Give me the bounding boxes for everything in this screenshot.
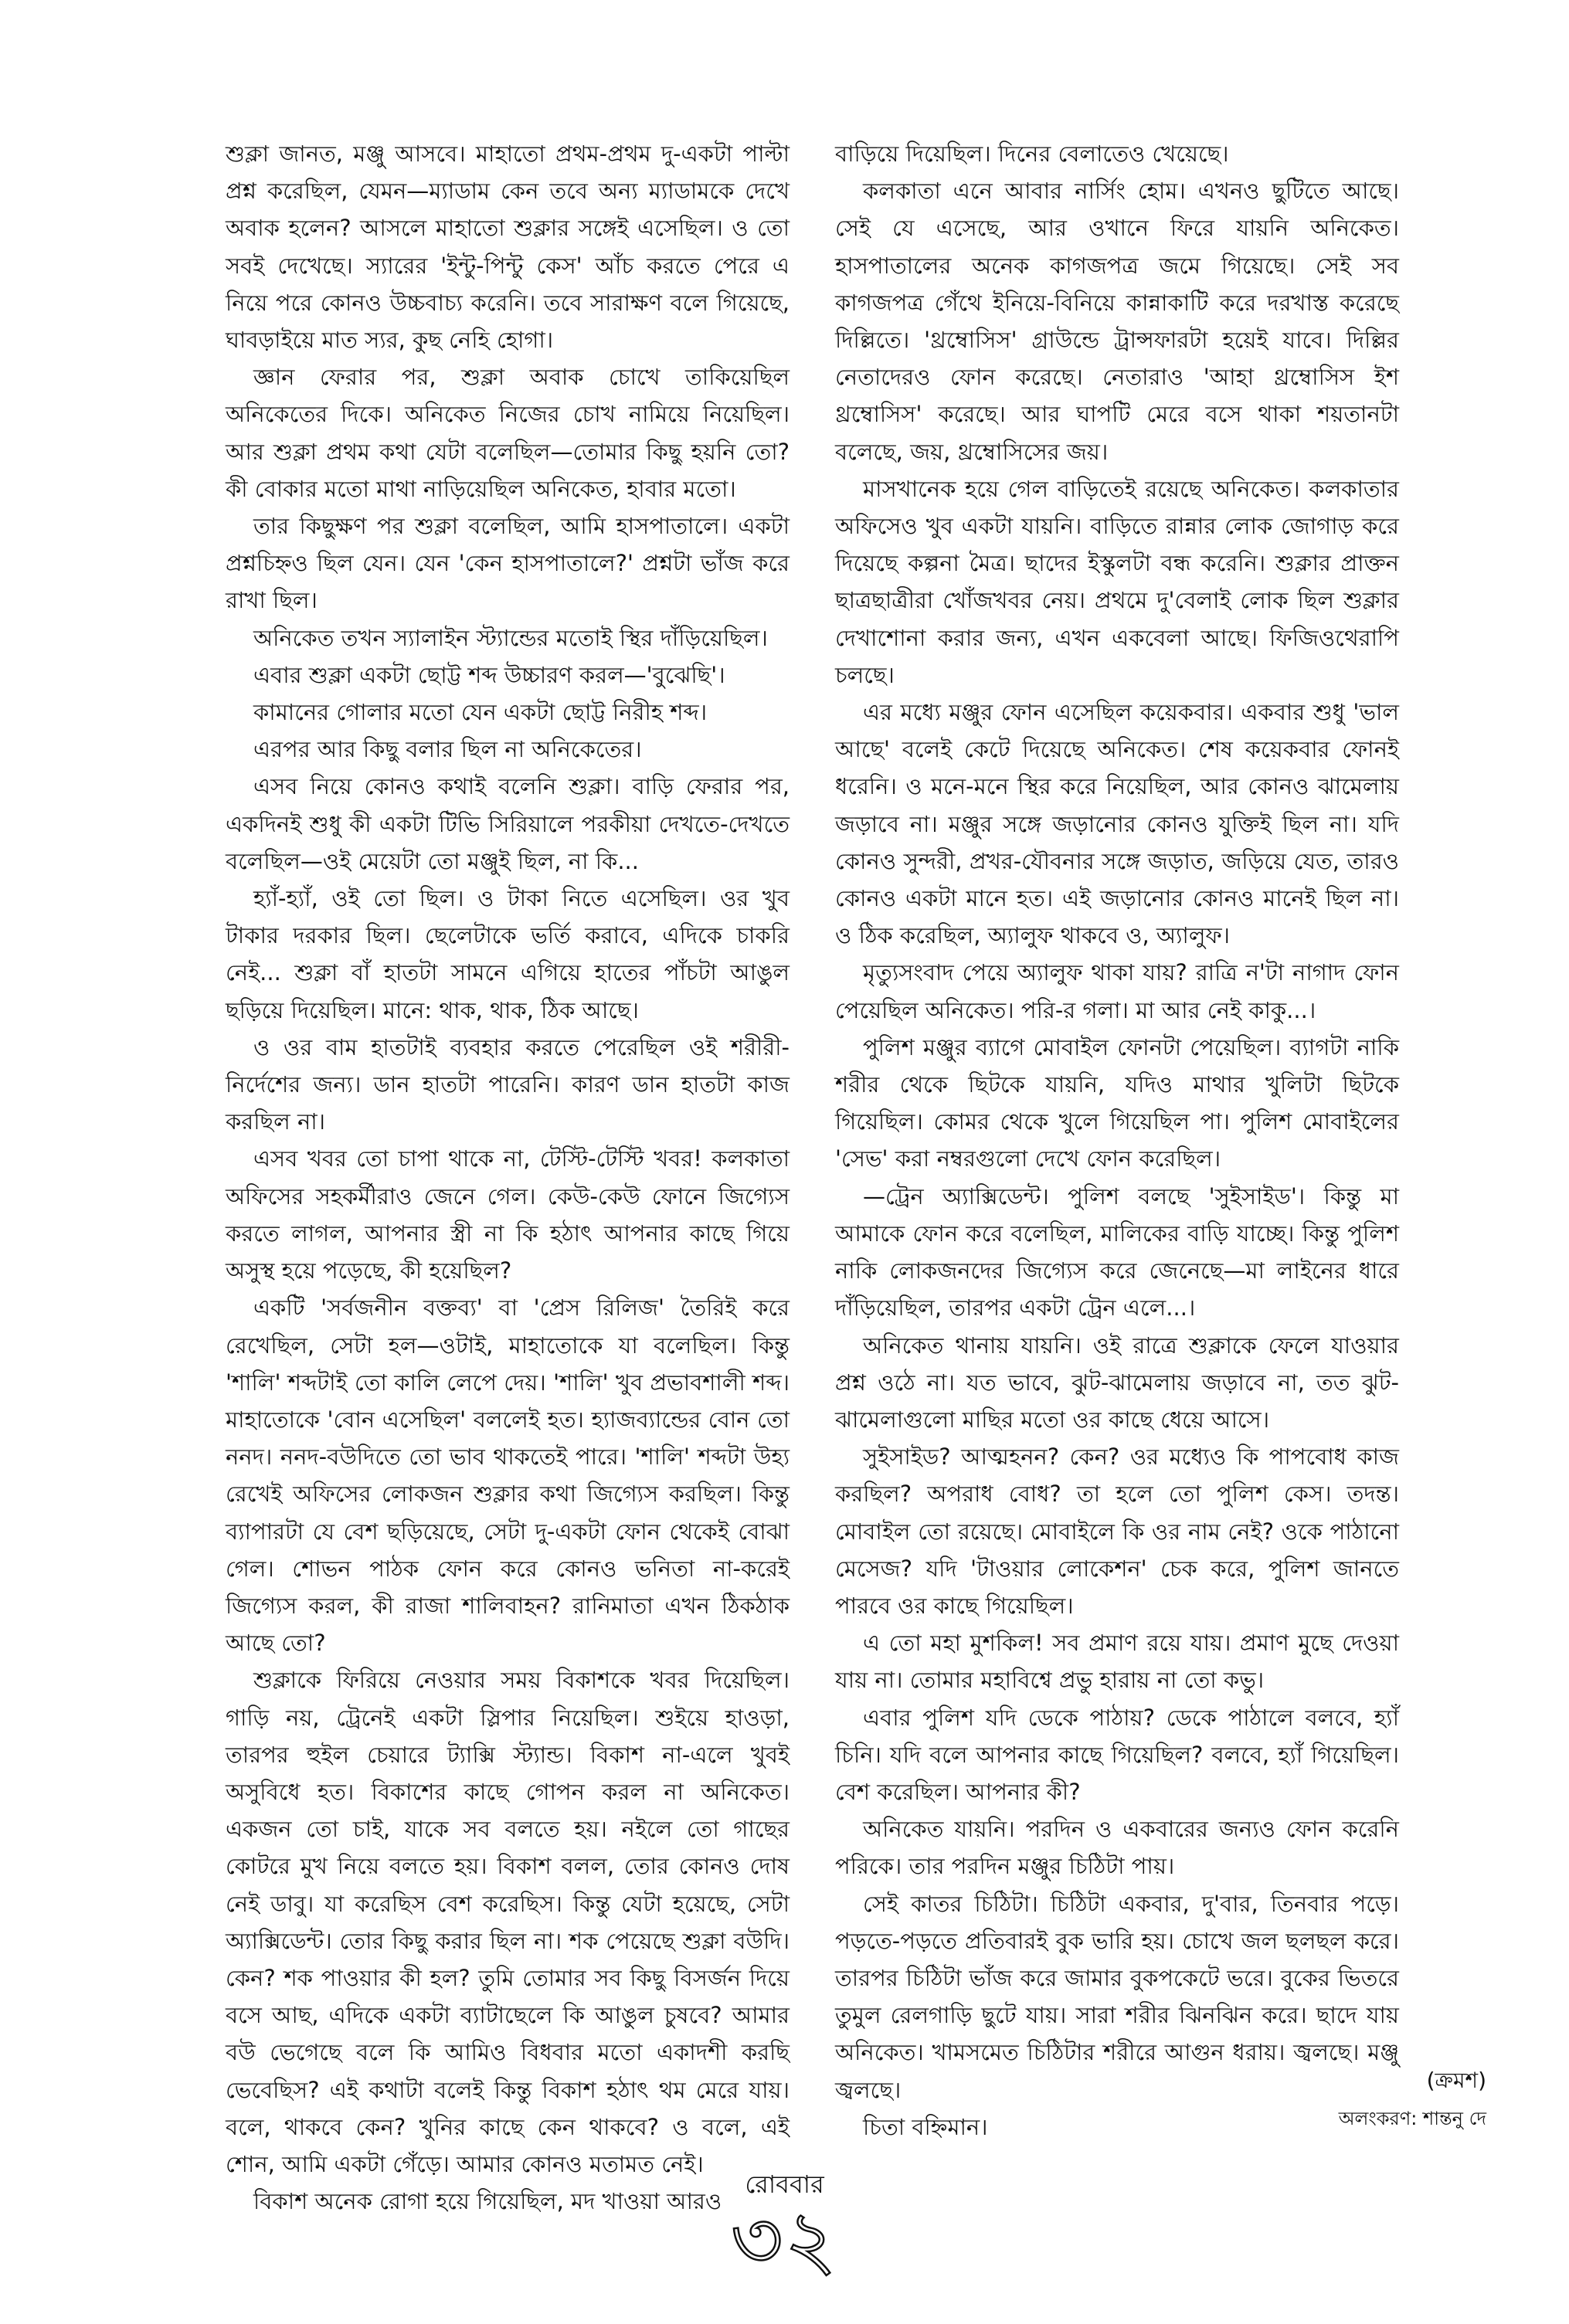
- paragraph: বাড়িয়ে দিয়েছিল। দিনের বেলাতেও খেয়েছে।: [835, 141, 1229, 167]
- paragraph: এবার শুক্লা একটা ছোট্ট শব্দ উচ্চারণ করল—'বুঝেছি'।: [253, 661, 725, 688]
- paragraph: এবার পুলিশ যদি ডেকে পাঠায়? ডেকে পাঠালে বলবে, হ্যাঁ চিনি। যদি বলে আপনার কাছে গিয়েছিল? বলবে, হ্যাঁ গিয়েছিল। বেশ করেছিল। আপনার কী?: [835, 1704, 1399, 1805]
- paragraph: পুলিশ মঞ্জুর ব্যাগে মোবাইল ফোনটা পেয়েছিল। ব্যাগটা নাকি শরীর থেকে ছিটকে যায়নি, যদিও মাথার খুলিটা ছিটকে গিয়েছিল। কোমর থেকে খুলে গিয়েছিল পা। পুলিশ মোবাইলের 'সেভ' করা নম্বরগুলো দেখে ফোন করেছিল।: [835, 1033, 1399, 1172]
- paragraph: ও ওর বাম হাতটাই ব্যবহার করতে পেরেছিল ওই শরীরী-নির্দেশের জন্য। ডান হাতটা পারেনি। কারণ ডান হাতটা কাজ করছিল না।: [226, 1033, 790, 1135]
- paragraph: একটি 'সর্বজনীন বক্তব্য' বা 'প্রেস রিলিজ' তৈরিই করে রেখেছিল, সেটা হল—ওটাই, মাহাতোকে যা বলেছিল। কিন্তু 'শালি' শব্দটাই তো কালি লেপে দেয়। 'শালি' খুব প্রভাবশালী শব্দ। মাহাতোকে 'বোন এসেছিল' বললেই হত। হ্যাজব্যান্ডের বোন তো ননদ। ননদ-বউদিতে তো ভাব থাকতেই পারে। 'শালি' শব্দটা উহ্য রেখেই অফিসের লোকজন শুক্লার কথা জিগ্যেস করছিল। কিন্তু ব্যাপারটা যে বেশ ছড়িয়েছে, সেটা দু-একটা ফোন থেকেই বোঝা গেল। শোভন পাঠক ফোন করে কোনও ভনিতা না-করেই জিগ্যেস করল, কী রাজা শালিবাহন? রানিমাতা এখন ঠিকঠাক আছে তো?: [226, 1294, 790, 1657]
- paragraph: অনিকেত যায়নি। পরদিন ও একবারের জন্যও ফোন করেনি পরিকে। তার পরদিন মঞ্জুর চিঠিটা পায়।: [835, 1816, 1399, 1880]
- magazine-name: রোববার: [745, 2170, 824, 2199]
- paragraph: হ্যাঁ-হ্যাঁ, ওই তো ছিল। ও টাকা নিতে এসেছিল। ওর খুব টাকার দরকার ছিল। ছেলেটাকে ভর্তি করাবে, এদিকে চাকরি নেই... শুক্লা বাঁ হাতটা সামনে এগিয়ে হাতের পাঁচটা আঙুল ছড়িয়ে দিয়েছিল। মানে: থাক, থাক, ঠিক আছে।: [226, 885, 790, 1023]
- paragraph: শুক্লাকে ফিরিয়ে নেওয়ার সময় বিকাশকে খবর দিয়েছিল। গাড়ি নয়, ট্রেনেই একটা স্লিপার নিয়েছিল। শুইয়ে হাওড়া, তারপর হুইল চেয়ারে ট্যাক্সি স্ট্যান্ড। বিকাশ না-এলে খুবই অসুবিধে হত। বিকাশের কাছে গোপন করল না অনিকেত। একজন তো চাই, যাকে সব বলতে হয়। নইলে তো গাছের কোটরে মুখ নিয়ে বলতে হয়। বিকাশ বলল, তোর কোনও দোষ নেই ডাবু। যা করেছিস বেশ করেছিস। কিন্তু যেটা হয়েছে, সেটা অ্যাক্সিডেন্ট। তোর কিছু করার ছিল না। শক পেয়েছে শুক্লা বউদি। কেন? শক পাওয়ার কী হল? তুমি তোমার সব কিছু বিসর্জন দিয়ে বসে আছ, এদিকে একটা ব্যাটাছেলে কি আঙুল চুষবে? আমার বউ ভেগেছে বলে কি আমিও বিধবার মতো একাদশী করছি ভেবেছিস? এই কথাটা বলেই কিন্তু বিকাশ হঠাৎ থম মেরে যায়। বলে, থাকবে কেন? খুনির কাছে কেন থাকবে? ও বলে, এই শোন, আমি একটা গেঁড়ে। আমার কোনও মতামত নেই।: [226, 1667, 790, 2177]
- paragraph: অনিকেত তখন স্যালাইন স্ট্যান্ডের মতোই স্থির দাঁড়িয়েছিল।: [253, 624, 768, 651]
- to-be-continued-note: (ক্রমশ): [1426, 2068, 1486, 2093]
- paragraph: চিতা বহ্নিমান।: [863, 2113, 988, 2140]
- paragraph: তার কিছুক্ষণ পর শুক্লা বলেছিল, আমি হাসপাতালে। একটা প্রশ্নচিহ্নও ছিল যেন। যেন 'কেন হাসপাতালে?' প্রশ্নটা ভাঁজ করে রাখা ছিল।: [226, 513, 790, 614]
- page-footer: [0, 2169, 1569, 2287]
- article-right-column: [835, 135, 1399, 2146]
- paragraph: এসব নিয়ে কোনও কথাই বলেনি শুক্লা। বাড়ি ফেরার পর, একদিনই শুধু কী একটা টিভি সিরিয়ালে পরকীয়া দেখতে-দেখতে বলেছিল—ওই মেয়েটা তো মঞ্জুই ছিল, না কি...: [226, 773, 790, 874]
- article-left-column: [226, 135, 790, 2220]
- paragraph: শুক্লা জানত, মঞ্জু আসবে। মাহাতো প্রথম-প্রথম দু-একটা পাল্টা প্রশ্ন করেছিল, যেমন—ম্যাডাম কেন তবে অন্য ম্যাডামকে দেখে অবাক হলেন? আসলে মাহাতো শুক্লার সঙ্গেই এসেছিল। ও তো সবই দেখেছে। স্যারের 'ইন্টু-পিন্টু কেস' আঁচ করতে পেরে এ নিয়ে পরে কোনও উচ্চবাচ্য করেনি। তবে সারাক্ষণ বলে গিয়েছে, ঘাবড়াইয়ে মাত স্যর, কুছ নেহি হোগা।: [226, 141, 790, 354]
- page-number: ৩২: [730, 2193, 839, 2287]
- paragraph: মাসখানেক হয়ে গেল বাড়িতেই রয়েছে অনিকেত। কলকাতার অফিসেও খুব একটা যায়নি। বাড়িতে রান্নার লোক জোগাড় করে দিয়েছে কল্পনা মৈত্র। ছাদের ইস্কুলটা বন্ধ করেনি। শুক্লার প্রাক্তন ছাত্রছাত্রীরা খোঁজখবর নেয়। প্রথমে দু'বেলাই লোক ছিল শুক্লার দেখাশোনা করার জন্য, এখন একবেলা আছে। ফিজিওথেরাপি চলছে।: [835, 475, 1399, 688]
- paragraph: সুইসাইড? আত্মহনন? কেন? ওর মধ্যেও কি পাপবোধ কাজ করছিল? অপরাধ বোধ? তা হলে তো পুলিশ কেস। তদন্ত। মোবাইল তো রয়েছে। মোবাইলে কি ওর নাম নেই? ওকে পাঠানো মেসেজ? যদি 'টাওয়ার লোকেশন' চেক করে, পুলিশ জানতে পারবে ওর কাছে গিয়েছিল।: [835, 1444, 1399, 1619]
- paragraph: এরপর আর কিছু বলার ছিল না অনিকেতের।: [253, 736, 642, 763]
- paragraph: সেই কাতর চিঠিটা। চিঠিটা একবার, দু'বার, তিনবার পড়ে। পড়তে-পড়তে প্রতিবারই বুক ভারি হয়। চোখে জল ছলছল করে। তারপর চিঠিটা ভাঁজ করে জামার বুকপকেটে ভরে। বুকের ভিতরে তুমুল রেলগাড়ি ছুটে যায়। সারা শরীর ঝিনঝিন করে। ছাদে যায় অনিকেত। খামসমেত চিঠিটার শরীরে আগুন ধরায়। জ্বলছে। মঞ্জু জ্বলছে।: [835, 1890, 1399, 2103]
- paragraph: এর মধ্যে মঞ্জুর ফোন এসেছিল কয়েকবার। একবার শুধু 'ভাল আছে' বলেই কেটে দিয়েছে অনিকেত। শেষ কয়েকবার ফোনই ধরেনি। ও মনে-মনে স্থির করে নিয়েছিল, আর কোনও ঝামেলায় জড়াবে না। মঞ্জুর সঙ্গে জড়ানোর কোনও যুক্তিই ছিল না। যদি কোনও সুন্দরী, প্রখর-যৌবনার সঙ্গে জড়াত, জড়িয়ে যেত, তারও কোনও একটা মানে হত। এই জড়ানোর কোনও মানেই ছিল না। ও ঠিক করেছিল, অ্যালুফ থাকবে ও, অ্যালুফ।: [835, 699, 1399, 949]
- illustration-credit: অলংকরণ: শান্তনু দে: [1338, 2108, 1486, 2129]
- paragraph: অনিকেত থানায় যায়নি। ওই রাত্রে শুক্লাকে ফেলে যাওয়ার প্রশ্ন ওঠে না। যত ভাবে, ঝুট-ঝামেলায় জড়াবে না, তত ঝুট-ঝামেলাগুলো মাছির মতো ওর কাছে ধেয়ে আসে।: [835, 1332, 1399, 1433]
- paragraph: এ তো মহা মুশকিল! সব প্রমাণ রয়ে যায়। প্রমাণ মুছে দেওয়া যায় না। তোমার মহাবিশ্বে প্রভু হারায় না তো কভু।: [835, 1630, 1399, 1694]
- paragraph: এসব খবর তো চাপা থাকে না, টেস্টি-টেস্টি খবর! কলকাতা অফিসের সহকর্মীরাও জেনে গেল। কেউ-কেউ ফোনে জিগ্যেস করতে লাগল, আপনার স্ত্রী না কি হঠাৎ আপনার কাছে গিয়ে অসুস্থ হয়ে পড়েছে, কী হয়েছিল?: [226, 1145, 790, 1284]
- paragraph: —ট্রেন অ্যাক্সিডেন্ট। পুলিশ বলছে 'সুইসাইড'। কিন্তু মা আমাকে ফোন করে বলেছিল, মালিকের বাড়ি যাচ্ছে। কিন্তু পুলিশ নাকি লোকজনদের জিগ্যেস করে জেনেছে—মা লাইনের ধারে দাঁড়িয়েছিল, তারপর একটা ট্রেন এলে...।: [835, 1182, 1399, 1321]
- paragraph: জ্ঞান ফেরার পর, শুক্লা অবাক চোখে তাকিয়েছিল অনিকেতের দিকে। অনিকেত নিজের চোখ নামিয়ে নিয়েছিল। আর শুক্লা প্রথম কথা যেটা বলেছিল—তোমার কিছু হয়নি তো? কী বোকার মতো মাথা নাড়িয়েছিল অনিকেত, হাবার মতো।: [226, 364, 790, 502]
- paragraph: মৃত্যুসংবাদ পেয়ে অ্যালুফ থাকা যায়? রাত্রি ন'টা নাগাদ ফোন পেয়েছিল অনিকেত। পরি-র গলা। মা আর নেই কাকু...।: [835, 959, 1399, 1023]
- paragraph: কামানের গোলার মতো যেন একটা ছোট্ট নিরীহ শব্দ।: [253, 699, 708, 726]
- paragraph: বিকাশ অনেক রোগা হয়ে গিয়েছিল, মদ খাওয়া আরও: [253, 2188, 722, 2215]
- paragraph: কলকাতা এনে আবার নার্সিং হোম। এখনও ছুটিতে আছে। সেই যে এসেছে, আর ওখানে ফিরে যায়নি অনিকেত। হাসপাতালের অনেক কাগজপত্র জমে গিয়েছে। সেই সব কাগজপত্র গেঁথে ইনিয়ে-বিনিয়ে কান্নাকাটি করে দরখাস্ত করেছে দিল্লিতে। 'থ্রম্বোসিস' গ্রাউন্ডে ট্রান্সফারটা হয়েই যাবে। দিল্লির নেতাদেরও ফোন করেছে। নেতারাও 'আহা থ্রম্বোসিস ইশ থ্রম্বোসিস' করেছে। আর ঘাপটি মেরে বসে থাকা শয়তানটা বলেছে, জয়, থ্রম্বোসিসের জয়।: [835, 178, 1399, 465]
